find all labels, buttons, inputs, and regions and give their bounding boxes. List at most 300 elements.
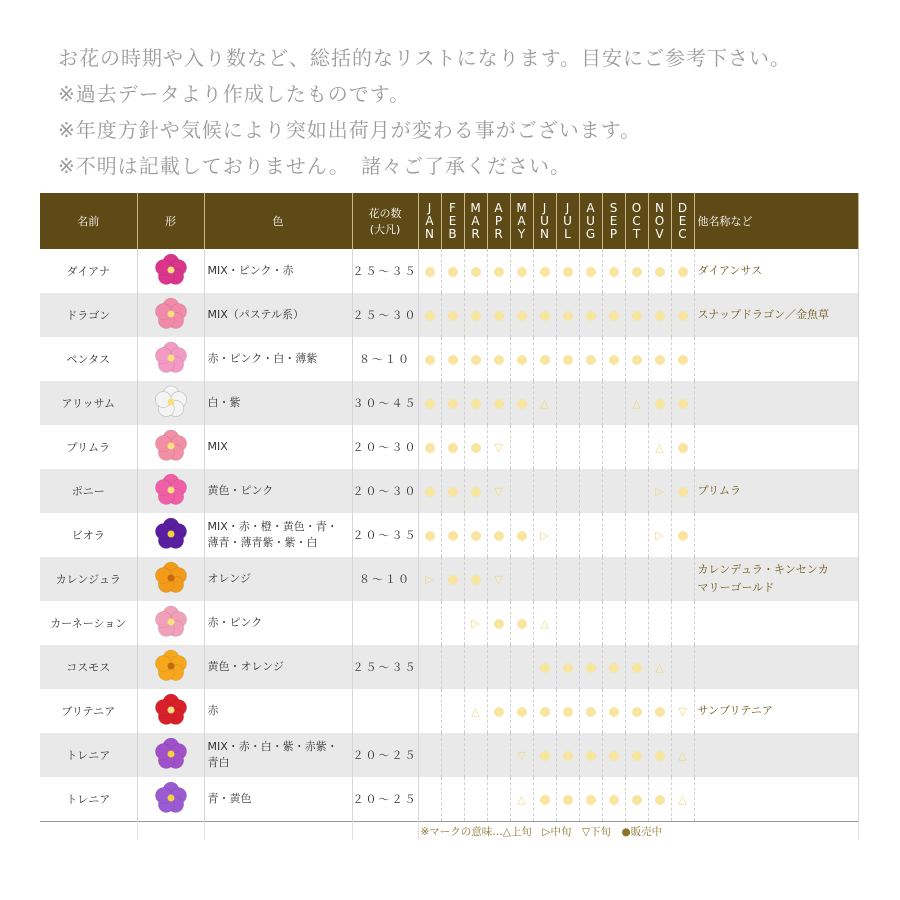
in-season-dot (494, 619, 504, 629)
month-cell (533, 337, 556, 381)
flower-name: トレニア (40, 733, 137, 777)
flower-image (137, 469, 204, 513)
month-cell (441, 337, 464, 381)
intro-line: ※年度方針や気候により突如出荷月が変わる事がございます。 (58, 118, 642, 142)
header-shape: 形 (137, 193, 204, 249)
in-season-dot (448, 311, 458, 321)
other-name-line: プリムラ (697, 484, 742, 497)
header-month (648, 193, 671, 249)
header-month-letter: O (654, 213, 665, 228)
header-month-letter: V (655, 226, 664, 241)
in-season-dot (586, 751, 596, 761)
flower-name: アリッサム (40, 381, 137, 425)
other-names (694, 777, 858, 822)
header-month-letter: U (563, 213, 572, 228)
table-row (40, 733, 858, 777)
month-cell (533, 733, 556, 777)
in-season-dot (540, 311, 550, 321)
month-cell (464, 601, 487, 645)
month-cell (464, 689, 487, 733)
other-name-line: ダイアンサス (697, 264, 763, 277)
in-season-dot (471, 267, 481, 277)
legend-blank (204, 822, 352, 841)
month-cell (671, 249, 694, 293)
flower-colors (204, 293, 352, 337)
intro-notes (58, 40, 878, 184)
month-cell (602, 425, 625, 469)
other-name-line: サンブリテニア (697, 704, 773, 717)
flower-name: ダイアナ (40, 249, 137, 293)
month-cell (579, 777, 602, 822)
month-cell (556, 293, 579, 337)
table-row (40, 381, 858, 425)
month-cell (464, 469, 487, 513)
header-month-letter: R (494, 226, 503, 241)
in-season-dot (678, 267, 688, 277)
month-cell (556, 777, 579, 822)
other-names (694, 557, 858, 601)
in-season-dot (678, 355, 688, 365)
month-cell (464, 425, 487, 469)
month-cell (510, 557, 533, 601)
in-season-dot (563, 707, 573, 717)
flower-color-line: 黄色・オレンジ (207, 660, 284, 673)
intro-line: お花の時期や入り数など、総括的なリストになります。目安にご参考下さい。 (58, 46, 791, 70)
in-season-dot (517, 267, 527, 277)
month-cell (602, 733, 625, 777)
header-other-names: 他名称など (694, 193, 858, 249)
month-cell (625, 293, 648, 337)
month-cell (625, 337, 648, 381)
in-season-dot (586, 267, 596, 277)
legend-blank (137, 822, 204, 841)
month-cell (625, 425, 648, 469)
header-month-letter: C (678, 226, 687, 241)
flower-colors (204, 381, 352, 425)
other-names (694, 249, 858, 293)
month-cell (533, 513, 556, 557)
month-cell (556, 513, 579, 557)
month-cell (441, 469, 464, 513)
flower-color-line: MIX・赤・橙・黄色・青・ (207, 520, 338, 533)
flower-color-line: 白・紫 (207, 396, 241, 409)
table-row (40, 469, 858, 513)
in-season-dot (678, 443, 688, 453)
season-mark: △ (655, 441, 664, 454)
header-month-letter: A (586, 200, 595, 215)
in-season-dot (471, 443, 481, 453)
flower-colors (204, 425, 352, 469)
month-cell (579, 689, 602, 733)
in-season-dot (655, 751, 665, 761)
other-name-line: カレンデュラ・キンセンカ (697, 563, 829, 576)
flower-icon (151, 295, 191, 333)
header-month-letter: N (425, 226, 434, 241)
table-row (40, 293, 858, 337)
header-month-letter: E (678, 213, 687, 228)
month-cell (671, 293, 694, 337)
month-cell (464, 777, 487, 822)
season-mark: △ (540, 617, 549, 630)
in-season-dot (563, 663, 573, 673)
in-season-dot (586, 355, 596, 365)
flower-count: ２５～３０ (352, 293, 418, 337)
month-cell (602, 601, 625, 645)
flower-colors (204, 513, 352, 557)
month-cell (671, 689, 694, 733)
flower-color-line: MIX・赤・白・紫・赤紫・ (207, 740, 338, 753)
flower-schedule-table (40, 193, 859, 840)
in-season-dot (540, 267, 550, 277)
other-names (694, 381, 858, 425)
header-month-letter: N (540, 226, 549, 241)
season-mark: ▷ (425, 573, 434, 586)
month-cell (556, 381, 579, 425)
month-cell (441, 557, 464, 601)
flower-color-line: MIX（パステル系） (207, 308, 304, 321)
table-row (40, 337, 858, 381)
header-month (533, 193, 556, 249)
flower-count: ２０～３０ (352, 425, 418, 469)
month-cell (671, 645, 694, 689)
flower-color-line: 青・黄色 (207, 792, 252, 805)
month-cell (533, 601, 556, 645)
month-cell (602, 777, 625, 822)
header-count-line1: 花の数 (368, 207, 402, 220)
other-names (694, 733, 858, 777)
flower-color-line: MIX (207, 440, 228, 453)
flower-name: ポニー (40, 469, 137, 513)
month-cell (418, 557, 441, 601)
other-name-line: マリーゴールド (697, 581, 775, 594)
month-cell (625, 645, 648, 689)
flower-colors (204, 337, 352, 381)
month-cell (510, 513, 533, 557)
month-cell (510, 381, 533, 425)
header-month (671, 193, 694, 249)
flower-color-line: 赤 (207, 704, 219, 717)
flower-image (137, 689, 204, 733)
header-month-letter: D (677, 200, 688, 215)
in-season-dot (471, 399, 481, 409)
in-season-dot (586, 663, 596, 673)
flower-colors (204, 645, 352, 689)
month-cell (602, 645, 625, 689)
flower-colors (204, 249, 352, 293)
month-cell (671, 381, 694, 425)
in-season-dot (609, 355, 619, 365)
month-cell (602, 381, 625, 425)
month-cell (510, 601, 533, 645)
flower-image (137, 381, 204, 425)
month-cell (487, 381, 510, 425)
header-month-letter: E (609, 213, 618, 228)
month-cell (579, 249, 602, 293)
month-cell (648, 689, 671, 733)
month-cell (487, 557, 510, 601)
in-season-dot (632, 311, 642, 321)
in-season-dot (632, 751, 642, 761)
in-season-dot (448, 443, 458, 453)
header-month-letter: A (494, 200, 503, 215)
header-count (352, 193, 418, 249)
month-cell (487, 469, 510, 513)
month-cell (510, 293, 533, 337)
in-season-dot (586, 795, 596, 805)
in-season-dot (655, 355, 665, 365)
flower-image (137, 557, 204, 601)
table-row (40, 689, 858, 733)
flower-image (137, 601, 204, 645)
flower-icon (151, 471, 191, 509)
in-season-dot (609, 707, 619, 717)
in-season-dot (563, 355, 573, 365)
in-season-dot (494, 311, 504, 321)
other-name-line: スナップドラゴン／金魚草 (697, 308, 830, 321)
month-cell (579, 733, 602, 777)
header-month-letter: P (609, 226, 618, 241)
in-season-dot (517, 531, 527, 541)
month-cell (418, 425, 441, 469)
flower-count: ３０～４５ (352, 381, 418, 425)
month-cell (533, 557, 556, 601)
other-names (694, 689, 858, 733)
in-season-dot (609, 267, 619, 277)
header-month-letter: Y (517, 226, 526, 241)
flower-colors (204, 777, 352, 822)
flower-icon (151, 779, 191, 817)
in-season-dot (586, 707, 596, 717)
month-cell (648, 601, 671, 645)
month-cell (464, 249, 487, 293)
header-month-letter: T (632, 226, 641, 241)
month-cell (464, 381, 487, 425)
month-cell (418, 645, 441, 689)
header-month-letter: J (565, 200, 570, 215)
month-cell (556, 733, 579, 777)
table-row (40, 557, 858, 601)
header-month (556, 193, 579, 249)
in-season-dot (494, 531, 504, 541)
in-season-dot (448, 355, 458, 365)
flower-color-line: 赤・ピンク (207, 616, 263, 629)
in-season-dot (678, 311, 688, 321)
month-cell (441, 293, 464, 337)
month-cell (487, 337, 510, 381)
month-cell (418, 601, 441, 645)
month-cell (579, 601, 602, 645)
month-cell (510, 425, 533, 469)
month-cell (625, 381, 648, 425)
month-cell (487, 293, 510, 337)
season-mark: ▽ (494, 441, 503, 454)
flower-name: プリムラ (40, 425, 137, 469)
header-count-line2: (大凡) (369, 223, 401, 236)
flower-count: ２５～３５ (352, 645, 418, 689)
in-season-dot (471, 311, 481, 321)
month-cell (464, 513, 487, 557)
in-season-dot (655, 795, 665, 805)
month-cell (648, 469, 671, 513)
flower-colors (204, 733, 352, 777)
in-season-dot (632, 355, 642, 365)
in-season-dot (540, 751, 550, 761)
month-cell (602, 249, 625, 293)
table-row (40, 777, 858, 822)
month-cell (510, 645, 533, 689)
flower-count: ２０～２５ (352, 733, 418, 777)
month-cell (418, 249, 441, 293)
flower-image (137, 249, 204, 293)
season-mark: △ (517, 793, 526, 806)
season-mark: ▽ (517, 749, 526, 762)
in-season-dot (425, 531, 435, 541)
in-season-dot (563, 795, 573, 805)
in-season-dot (632, 267, 642, 277)
header-month-letter: U (540, 213, 549, 228)
in-season-dot (678, 531, 688, 541)
month-cell (602, 337, 625, 381)
header-color: 色 (204, 193, 352, 249)
season-mark: △ (678, 749, 687, 762)
flower-color-line: MIX・ピンク・赤 (207, 264, 294, 277)
header-month-letter: L (564, 226, 571, 241)
season-mark: ▷ (655, 529, 664, 542)
flower-icon (151, 735, 191, 773)
month-cell (510, 689, 533, 733)
flower-name: ブリテニア (40, 689, 137, 733)
month-cell (556, 469, 579, 513)
month-cell (441, 513, 464, 557)
header-month-letter: R (471, 226, 480, 241)
other-names (694, 469, 858, 513)
month-cell (625, 733, 648, 777)
month-cell (510, 777, 533, 822)
month-cell (625, 469, 648, 513)
in-season-dot (609, 663, 619, 673)
in-season-dot (448, 575, 458, 585)
month-cell (556, 689, 579, 733)
header-month-letter: A (471, 213, 480, 228)
month-cell (556, 645, 579, 689)
flower-image (137, 777, 204, 822)
month-cell (648, 293, 671, 337)
flower-icon (151, 559, 191, 597)
in-season-dot (471, 355, 481, 365)
month-cell (602, 469, 625, 513)
month-cell (625, 249, 648, 293)
in-season-dot (540, 355, 550, 365)
table-row (40, 249, 858, 293)
legend-row (40, 822, 858, 841)
month-cell (648, 645, 671, 689)
in-season-dot (448, 487, 458, 497)
in-season-dot (655, 267, 665, 277)
flower-name: ビオラ (40, 513, 137, 557)
month-cell (556, 425, 579, 469)
other-names (694, 425, 858, 469)
flower-name: ペンタス (40, 337, 137, 381)
month-cell (671, 425, 694, 469)
other-names (694, 293, 858, 337)
header-month-letter: U (586, 213, 595, 228)
month-cell (418, 293, 441, 337)
header-month-letter: P (494, 213, 503, 228)
flower-colors (204, 689, 352, 733)
in-season-dot (678, 487, 688, 497)
header-month-letter: G (585, 226, 596, 241)
flower-icon (151, 691, 191, 729)
table-row (40, 425, 858, 469)
header-month-letter: S (609, 200, 618, 215)
in-season-dot (517, 355, 527, 365)
month-cell (464, 733, 487, 777)
table-row (40, 645, 858, 689)
flower-image (137, 293, 204, 337)
other-names (694, 513, 858, 557)
header-month (510, 193, 533, 249)
month-cell (533, 689, 556, 733)
in-season-dot (471, 575, 481, 585)
header-month-letter: C (632, 213, 641, 228)
in-season-dot (448, 531, 458, 541)
flower-count: ２０～２５ (352, 777, 418, 822)
month-cell (648, 381, 671, 425)
flower-name: カーネーション (40, 601, 137, 645)
in-season-dot (540, 663, 550, 673)
month-cell (418, 733, 441, 777)
in-season-dot (425, 443, 435, 453)
flower-image (137, 733, 204, 777)
month-cell (464, 645, 487, 689)
in-season-dot (609, 795, 619, 805)
flower-color-line: 薄青・薄青紫・紫・白 (207, 536, 318, 549)
month-cell (533, 645, 556, 689)
month-cell (533, 381, 556, 425)
flower-count: ２５～３５ (352, 249, 418, 293)
header-month-letter: M (516, 200, 527, 215)
month-cell (671, 513, 694, 557)
month-cell (464, 337, 487, 381)
season-mark: ▷ (471, 617, 480, 630)
in-season-dot (655, 399, 665, 409)
season-mark: ▽ (494, 573, 503, 586)
in-season-dot (563, 311, 573, 321)
in-season-dot (632, 663, 642, 673)
month-cell (671, 469, 694, 513)
flower-count: ８～１０ (352, 337, 418, 381)
header-month-letter: F (449, 200, 456, 215)
in-season-dot (494, 355, 504, 365)
month-cell (625, 601, 648, 645)
header-month-letter: A (517, 213, 526, 228)
flower-image (137, 513, 204, 557)
flower-color-line: 青白 (207, 756, 230, 769)
month-cell (441, 249, 464, 293)
month-cell (418, 337, 441, 381)
flower-icon (151, 427, 191, 465)
month-cell (487, 513, 510, 557)
in-season-dot (632, 795, 642, 805)
flower-image (137, 645, 204, 689)
in-season-dot (609, 751, 619, 761)
flower-image (137, 425, 204, 469)
month-cell (510, 469, 533, 513)
month-cell (602, 513, 625, 557)
flower-icon (151, 339, 191, 377)
month-cell (579, 645, 602, 689)
month-cell (648, 337, 671, 381)
